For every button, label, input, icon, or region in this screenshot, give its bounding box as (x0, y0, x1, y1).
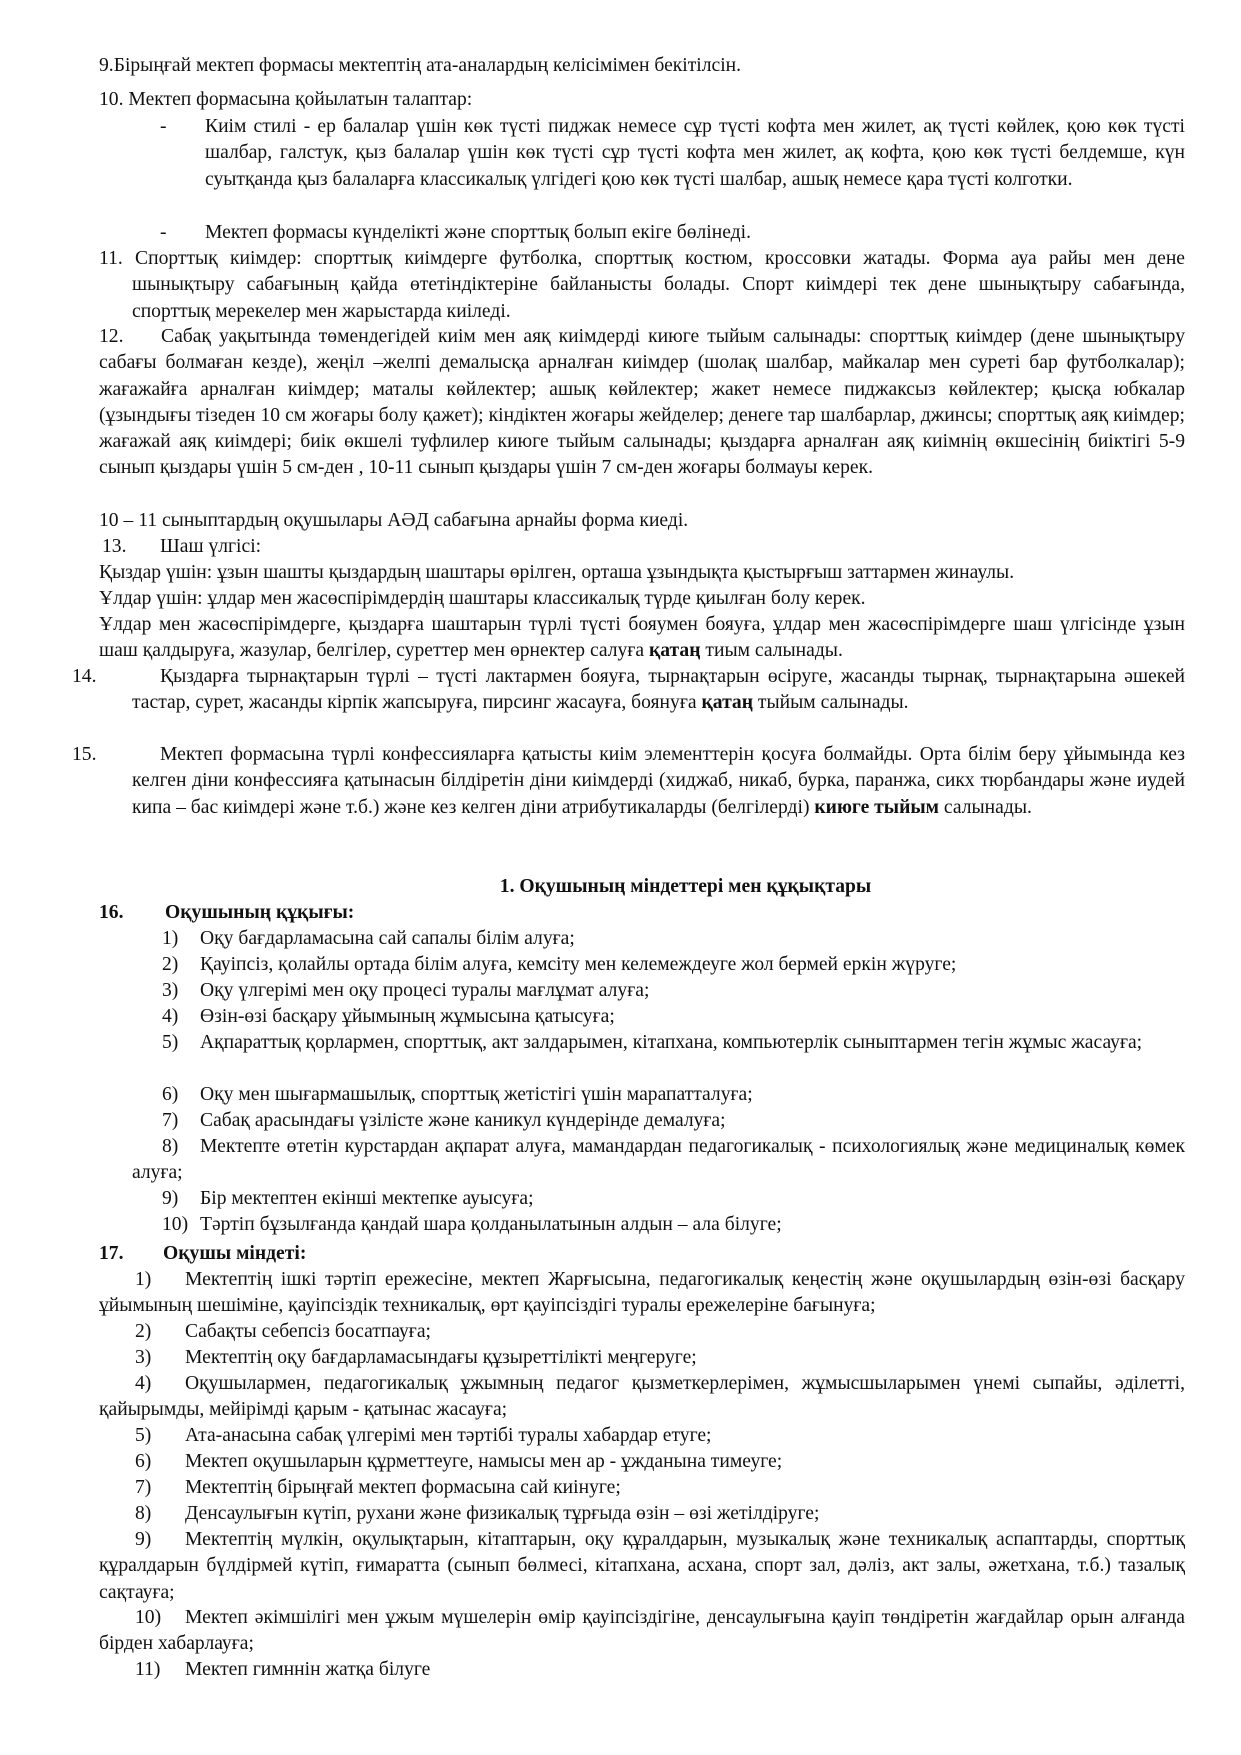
list-item-text: Оқу үлгерімі мен оқу процесі туралы мағлұмат алуға; (200, 980, 650, 1001)
list-item (99, 1423, 1185, 1449)
list-item (132, 978, 1185, 1004)
text: тыйым салынады. (753, 692, 909, 714)
paragraph-number: 13. (102, 536, 127, 557)
paragraph-13-ban (99, 612, 1185, 665)
list-item-text: Мектептің мүлкін, оқулықтарын, кітаптарын, оқу құралдарын, музыкалық және техникалық аспаптарды, спорттық құралдарын бүлдірмей күтіп, ғимаратта (сынып бөлмесі, кітапхана, асхана, спорт зал, дәліз, акт залы, әжетхана, т.б.) тазалық сақтауға; (99, 1529, 1185, 1603)
bullet-text: Киім стилі - ер балалар үшін көк түсті пиджак немесе сұр түсті кофта мен жилет, ақ түсті көйлек, қою көк түсті шалбар, галстук, қыз балалар үшін көк түсті сұр түсті кофта мен жилет, ақ кофта, қою көк түсті белдемше, күн суытқанда қыз балаларға классикалық үлгідегі қою көк түсті шалбар, ашық немесе қара түсті колготки. (205, 116, 1185, 190)
list-item-number: 2) (162, 954, 179, 975)
paragraph-12 (99, 324, 1185, 482)
list-item (99, 1605, 1185, 1658)
list-item-number: 2) (135, 1321, 152, 1342)
list-item-text: Оқу бағдарламасына сай сапалы білім алуға; (200, 928, 575, 949)
list-item-text: Ақпараттық қорлармен, спорттық, акт залдарымен, кітапхана, компьютерлік сыныптармен тегін жұмыс жасауға; (200, 1032, 1143, 1053)
list-item-number: 4) (135, 1373, 152, 1394)
list-item-number: 11) (135, 1659, 161, 1680)
paragraph-number: 12. (99, 326, 124, 347)
paragraph-number: 11. (99, 248, 123, 269)
list-item-number: 6) (162, 1084, 179, 1105)
list-item-number: 6) (135, 1451, 152, 1472)
paragraph-text: Сабақ уақытында төмендегідей киім мен аяқ киімдерді киюге тыйым салынады: спорттық киімдер (дене шынықтыру сабағы болмаған кезде), жеңіл –желпі демалысқа арналған киімдер (шолақ шалбар, майкалар мен суреті бар футболкалар); жағажайға арналған киімдер; маталы көйлектер; ашық көйлектер; жакет немесе пиджаксыз көйлектер; қысқа юбкалар (ұзындығы тізеден 10 см жоғары болу қажет); кіндіктен жоғары жейделер; денеге тар шалбарлар, джинсы; спорттық аяқ киімдер; жағажай аяқ киімдері; биік өкшелі туфлилер киюге тыйым салынады; қыздарға арналған аяқ киімнің өкшесінің биіктігі 5-9 сынып қыздары үшін 5 см-ден , 10-11 сынып қыздары үшін 7 см-ден жоғары болмауы керек. (99, 326, 1185, 479)
list-item (99, 1527, 1185, 1606)
paragraph-number: 14. (72, 666, 97, 687)
list-item (132, 1212, 1185, 1238)
list-item (99, 1345, 1185, 1371)
list-item-number: 9) (135, 1529, 152, 1550)
bold-text: қатаң (648, 640, 701, 662)
list-item (99, 1657, 1185, 1683)
duties-heading (99, 1241, 306, 1267)
section-number: 17. (99, 1243, 124, 1264)
list-item (132, 1004, 1185, 1030)
list-item-number: 7) (135, 1477, 152, 1498)
list-item-text: Денсаулығын күтіп, рухани және физикалық тұрғыда өзін – өзі жетілдіруге; (185, 1503, 820, 1524)
text: Қыздарға тырнақтарын түрлі – түсті лактармен бояуға, тырнақтарын өсіруге, жасанды тырнақ, тырнақтарына әшекей тастар, сурет, жасанды кірпік жапсыруға, пирсинг жасауға, боянуға (132, 666, 1185, 714)
bullet-marker: - (160, 222, 167, 243)
list-item-number: 8) (135, 1503, 152, 1524)
list-item-text: Мектептің ішкі тәртіп ережесіне, мектеп Жарғысына, педагогикалық кеңестің және оқушылардың өзін-өзі басқару ұйымының шешіміне, қауіпсіздік техникалық, өрт қауіпсіздігі туралы ережелеріне бағынуға; (99, 1269, 1185, 1317)
paragraph-10 (99, 87, 1139, 113)
list-item-number: 3) (135, 1347, 152, 1368)
rights-heading (99, 900, 354, 926)
list-item (132, 952, 1185, 978)
paragraph-11 (99, 246, 1185, 325)
list-item-number: 3) (162, 980, 179, 1001)
list-item-number: 4) (162, 1006, 179, 1027)
list-item (99, 1267, 1185, 1320)
text: Мектеп формасына түрлі конфессияларға қатысты киім элементтерін қосуға болмайды. Орта білім беру ұйымында кез келген діни конфессияға қатынасын білдіретін діни киімдерді (хиджаб, никаб, бурка, паранжа, сикх тюрбандары және иудей кипа – бас киімдері және т.б.) және кез келген діни атрибутикаларды (белгілерді) (132, 744, 1185, 818)
section-title: Оқушының құқығы: (165, 902, 355, 923)
list-item-number: 5) (135, 1425, 152, 1446)
paragraph-14 (72, 664, 1185, 717)
text: салынады. (939, 796, 1032, 818)
paragraph-13 (102, 534, 1142, 560)
list-item-text: Өзін-өзі басқару ұйымының жұмысына қатысуға; (200, 1006, 615, 1027)
paragraph-number: 10. (99, 89, 124, 110)
section-number: 16. (99, 902, 124, 923)
list-item-text: Мектептің бірыңғай мектеп формасына сай киінуге; (185, 1477, 621, 1498)
list-item (99, 1475, 1185, 1501)
bold-text: киюге тыйым (814, 796, 940, 818)
list-item-number: 1) (135, 1269, 152, 1290)
list-item-number: 1) (162, 928, 179, 949)
paragraph-13-girls: Қыздар үшін: ұзын шашты қыздардың шаштары өрілген, орташа ұзындықта қыстырғыш заттармен жинаулы. (99, 562, 1015, 583)
list-item-text: Мектеп оқушыларын құрметтеуге, намысы мен ар - ұжданына тимеуге; (185, 1451, 783, 1472)
paragraph-text: Спорттық киімдер: спорттық киімдерге футболка, спорттық костюм, кроссовки жатады. Форма ауа райы мен дене шынықтыру сабағының қайда өтетіндіктеріне байланысты болады. Спорт киімдері тек дене шынықтыру сабағында, спорттық мерекелер мен жарыстарда киіледі. (132, 248, 1185, 322)
list-item-text: Сабақты себепсіз босатпауға; (185, 1321, 431, 1342)
bold-text: қатаң (701, 692, 754, 714)
list-item (99, 1449, 1185, 1475)
bullet-item-form-types: Мектеп формасы күнделікті және спорттық болып екіге бөлінеді. (205, 222, 751, 243)
list-item (99, 1501, 1185, 1527)
list-item (132, 1030, 1185, 1056)
paragraph-text: Мектеп формасына қойылатын талаптар: (128, 89, 473, 110)
list-item-text: Бір мектептен екінші мектепке ауысуға; (200, 1188, 534, 1209)
text: тиым салынады. (700, 640, 843, 662)
section-heading: 1. Оқушының міндеттері мен құқықтары (499, 876, 872, 897)
paragraph-number: 15. (72, 744, 97, 765)
text: Ұлдар мен жасөспірімдерге, қыздарға шаштарын түрлі түсті бояумен бояуға, ұлдар мен жасөспірімдерге шаш үлгісінде ұзын шаш қалдыруға, жазулар, белгілер, суреттер мен өрнектер салуға (99, 614, 1185, 662)
list-item-text: Мектеп гимннін жатқа білуге (185, 1659, 431, 1680)
paragraph-12-note: 10 – 11 сыныптардың оқушылары АӘД сабағына арнайы форма киеді. (99, 510, 689, 531)
list-item-text: Сабақ арасындағы үзілісте және каникул күндерінде демалуға; (200, 1110, 726, 1131)
list-item (132, 1108, 1185, 1134)
list-item-text: Мектептің оқу бағдарламасындағы құзыреттілікті меңгеруге; (185, 1347, 697, 1368)
list-item-number: 10) (135, 1607, 162, 1628)
list-item (99, 1319, 1185, 1345)
paragraph-text: Шаш үлгісі: (160, 536, 262, 557)
bullet-item-clothing-style (205, 114, 1185, 193)
list-item-text: Оқушылармен, педагогикалық ұжымның педагог қызметкерлерімен, жұмысшыларымен үнемі сыпайы, әділетті, қайырымды, мейірімді қарым - қатынас жасауға; (99, 1373, 1185, 1421)
list-item-text: Мектеп әкімшілігі мен ұжым мүшелерін өмір қауіпсіздігіне, денсаулығына қауіп төндіретін жағдайлар орын алғанда бірден хабарлауға; (99, 1607, 1185, 1655)
list-item-number: 9) (162, 1188, 179, 1209)
list-item-text: Ата-анасына сабақ үлгерімі мен тәртібі туралы хабардар етуге; (185, 1425, 712, 1446)
list-item-number: 7) (162, 1110, 179, 1131)
list-item-text: Қауіпсіз, қолайлы ортада білім алуға, кемсіту мен келемеждеуге жол бермей еркін жүруге; (200, 954, 957, 975)
list-item (132, 1082, 1185, 1108)
list-item-number: 10) (162, 1214, 189, 1235)
paragraph-13-boys: Ұлдар үшін: ұлдар мен жасөспірімдердің шаштары классикалық түрде қиылған болу керек. (99, 588, 866, 609)
list-item (132, 1134, 1185, 1187)
list-item-text: Мектепте өтетін курстардан ақпарат алуға, мамандардан педагогикалық - психологиялық және медициналық көмек алуға; (132, 1136, 1185, 1184)
list-item (99, 1371, 1185, 1424)
bullet-marker: - (160, 116, 167, 137)
list-item (132, 926, 1185, 952)
list-item (132, 1186, 1185, 1212)
section-title: Оқушы міндеті: (163, 1243, 307, 1264)
list-item-number: 5) (162, 1032, 179, 1053)
paragraph-15 (72, 742, 1185, 821)
list-item-text: Тәртіп бұзылғанда қандай шара қолданылатынын алдын – ала білуге; (200, 1214, 782, 1235)
paragraph-9: 9.Бірыңғай мектеп формасы мектептің ата-аналардың келісімімен бекітілсін. (99, 55, 742, 76)
list-item-text: Оқу мен шығармашылық, спорттық жетістігі үшін марапатталуға; (200, 1084, 753, 1105)
list-item-number: 8) (162, 1136, 179, 1157)
